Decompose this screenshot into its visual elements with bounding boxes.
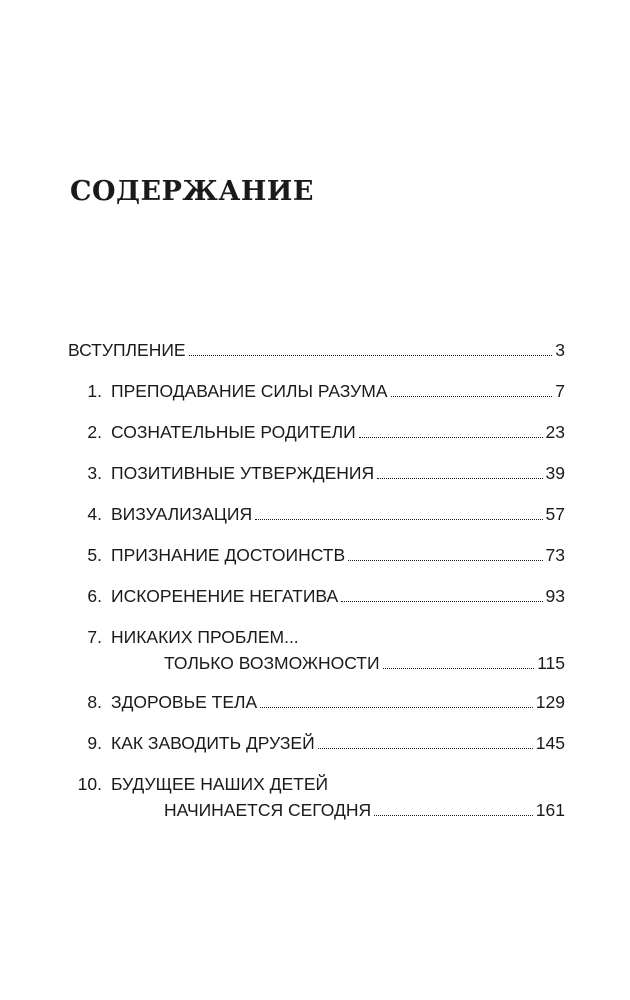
dot-leader <box>341 601 542 602</box>
toc-entry-number: 10. <box>77 774 102 794</box>
toc-entry-page: 23 <box>545 422 565 442</box>
toc-entry-title: ВСТУПЛЕНИЕ <box>68 340 186 360</box>
toc-entry-title: ИСКОРЕНЕНИЕ НЕГАТИВА <box>111 586 339 606</box>
dot-leader <box>377 478 542 479</box>
toc-entry-number: 4. <box>87 504 102 524</box>
dot-leader <box>260 707 533 708</box>
toc-entry-page: 161 <box>535 800 565 820</box>
toc-entry-title: КАК ЗАВОДИТЬ ДРУЗЕЙ <box>111 733 315 753</box>
toc-entry-number: 7. <box>87 627 102 647</box>
toc-entry-title-line1: НИКАКИХ ПРОБЛЕМ... <box>111 627 299 647</box>
toc-entry-page: 129 <box>535 692 565 712</box>
dot-leader <box>359 437 543 438</box>
toc-entry-title: ВИЗУАЛИЗАЦИЯ <box>111 504 253 524</box>
toc-entry-10[interactable] <box>68 772 565 822</box>
toc-entry-8[interactable] <box>68 690 565 714</box>
toc-entry-page: 39 <box>545 463 565 483</box>
toc-entry-page: 57 <box>545 504 565 524</box>
toc-entry-3[interactable] <box>68 461 565 485</box>
dot-leader <box>374 815 533 816</box>
dot-leader <box>391 396 553 397</box>
dot-leader <box>383 668 535 669</box>
toc-entry-title: ПОЗИТИВНЫЕ УТВЕРЖДЕНИЯ <box>111 463 375 483</box>
toc-entry-4[interactable] <box>68 502 565 526</box>
page-title: СОДЕРЖАНИЕ <box>70 176 314 207</box>
toc-entry-title-line1: БУДУЩЕЕ НАШИХ ДЕТЕЙ <box>111 774 329 794</box>
toc-entry-5[interactable] <box>68 543 565 567</box>
toc-entry-title: ЗДОРОВЬЕ ТЕЛА <box>111 692 258 712</box>
toc-entry-number: 2. <box>87 422 102 442</box>
dot-leader <box>189 355 553 356</box>
toc-entry-number: 8. <box>87 692 102 712</box>
toc-entry-number: 3. <box>87 463 102 483</box>
toc-entry-number: 6. <box>87 586 102 606</box>
toc-entry-number: 1. <box>87 381 102 401</box>
toc-entry-page: 3 <box>555 340 565 360</box>
toc-entry-number: 9. <box>87 733 102 753</box>
toc-entry-title-line2: НАЧИНАЕТСЯ СЕГОДНЯ <box>164 800 372 820</box>
toc-entry-7[interactable] <box>68 625 565 675</box>
toc-entry-page: 93 <box>545 586 565 606</box>
toc-entry-title-line2: ТОЛЬКО ВОЗМОЖНОСТИ <box>164 653 380 673</box>
toc-entry-9[interactable] <box>68 731 565 755</box>
toc-entry-page: 7 <box>555 381 565 401</box>
dot-leader <box>348 560 542 561</box>
toc-entry-6[interactable] <box>68 584 565 608</box>
toc-entry-number: 5. <box>87 545 102 565</box>
toc-entry-page: 73 <box>545 545 565 565</box>
toc-entry-1[interactable] <box>68 379 565 403</box>
dot-leader <box>255 519 542 520</box>
dot-leader <box>318 748 533 749</box>
toc-entry-title: ПРИЗНАНИЕ ДОСТОИНСТВ <box>111 545 346 565</box>
toc-entry-title: ПРЕПОДАВАНИЕ СИЛЫ РАЗУМА <box>111 381 388 401</box>
toc-entry-intro[interactable] <box>68 338 565 362</box>
table-of-contents <box>68 338 565 837</box>
toc-entry-title: СОЗНАТЕЛЬНЫЕ РОДИТЕЛИ <box>111 422 356 442</box>
toc-entry-2[interactable] <box>68 420 565 444</box>
toc-entry-page: 145 <box>535 733 565 753</box>
toc-entry-page: 115 <box>537 653 565 673</box>
